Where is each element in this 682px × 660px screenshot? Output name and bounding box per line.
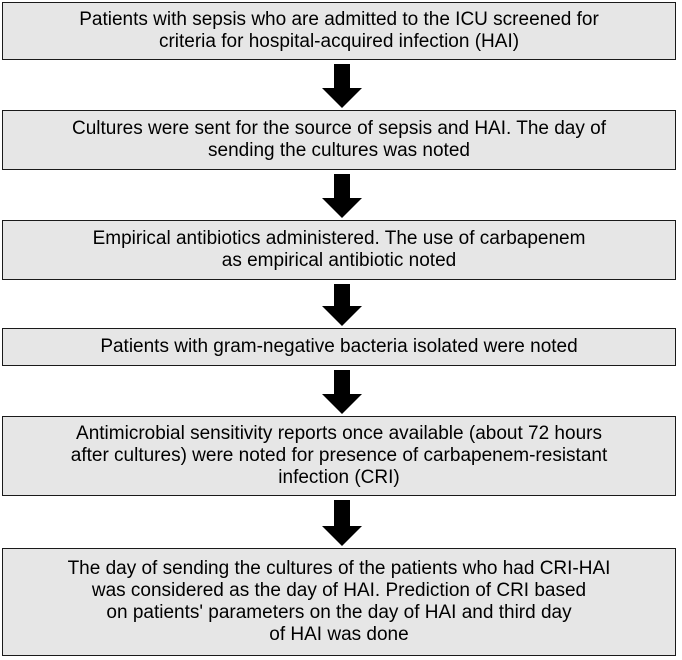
step-5-sensitivity-box [2,416,676,496]
step-1-text: Patients with sepsis who are admitted to the ICU screened for criteria for hospital-acquired infection (HAI) [79,9,599,52]
step-3-text: Empirical antibiotics administered. The use of carbapenem as empirical antibiotic noted [92,228,586,271]
step-3-antibiotics-box [2,220,676,280]
step-6-text: The day of sending the cultures of the patients who had CRI-HAI was considered as the day of HAI. Prediction of CRI based on patients' parameters on the day of HAI and third day of HAI was done [67,558,611,645]
step-1-screening-box [2,2,676,60]
down-arrow-icon [318,280,366,328]
down-arrow-icon [318,170,366,220]
step-4-gram-negative-box [2,328,676,366]
step-5-text: Antimicrobial sensitivity reports once available (about 72 hours after cultures) were noted for presence of carbapenem-resistant infection (CRI) [70,423,608,488]
step-4-text: Patients with gram-negative bacteria isolated were noted [100,336,578,357]
down-arrow-icon [318,496,366,548]
down-arrow-icon [318,60,366,110]
step-2-cultures-box [2,110,676,170]
down-arrow-icon [318,366,366,416]
step-2-text: Cultures were sent for the source of sepsis and HAI. The day of sending the cultures was noted [71,118,607,161]
step-6-prediction-box [2,548,676,656]
